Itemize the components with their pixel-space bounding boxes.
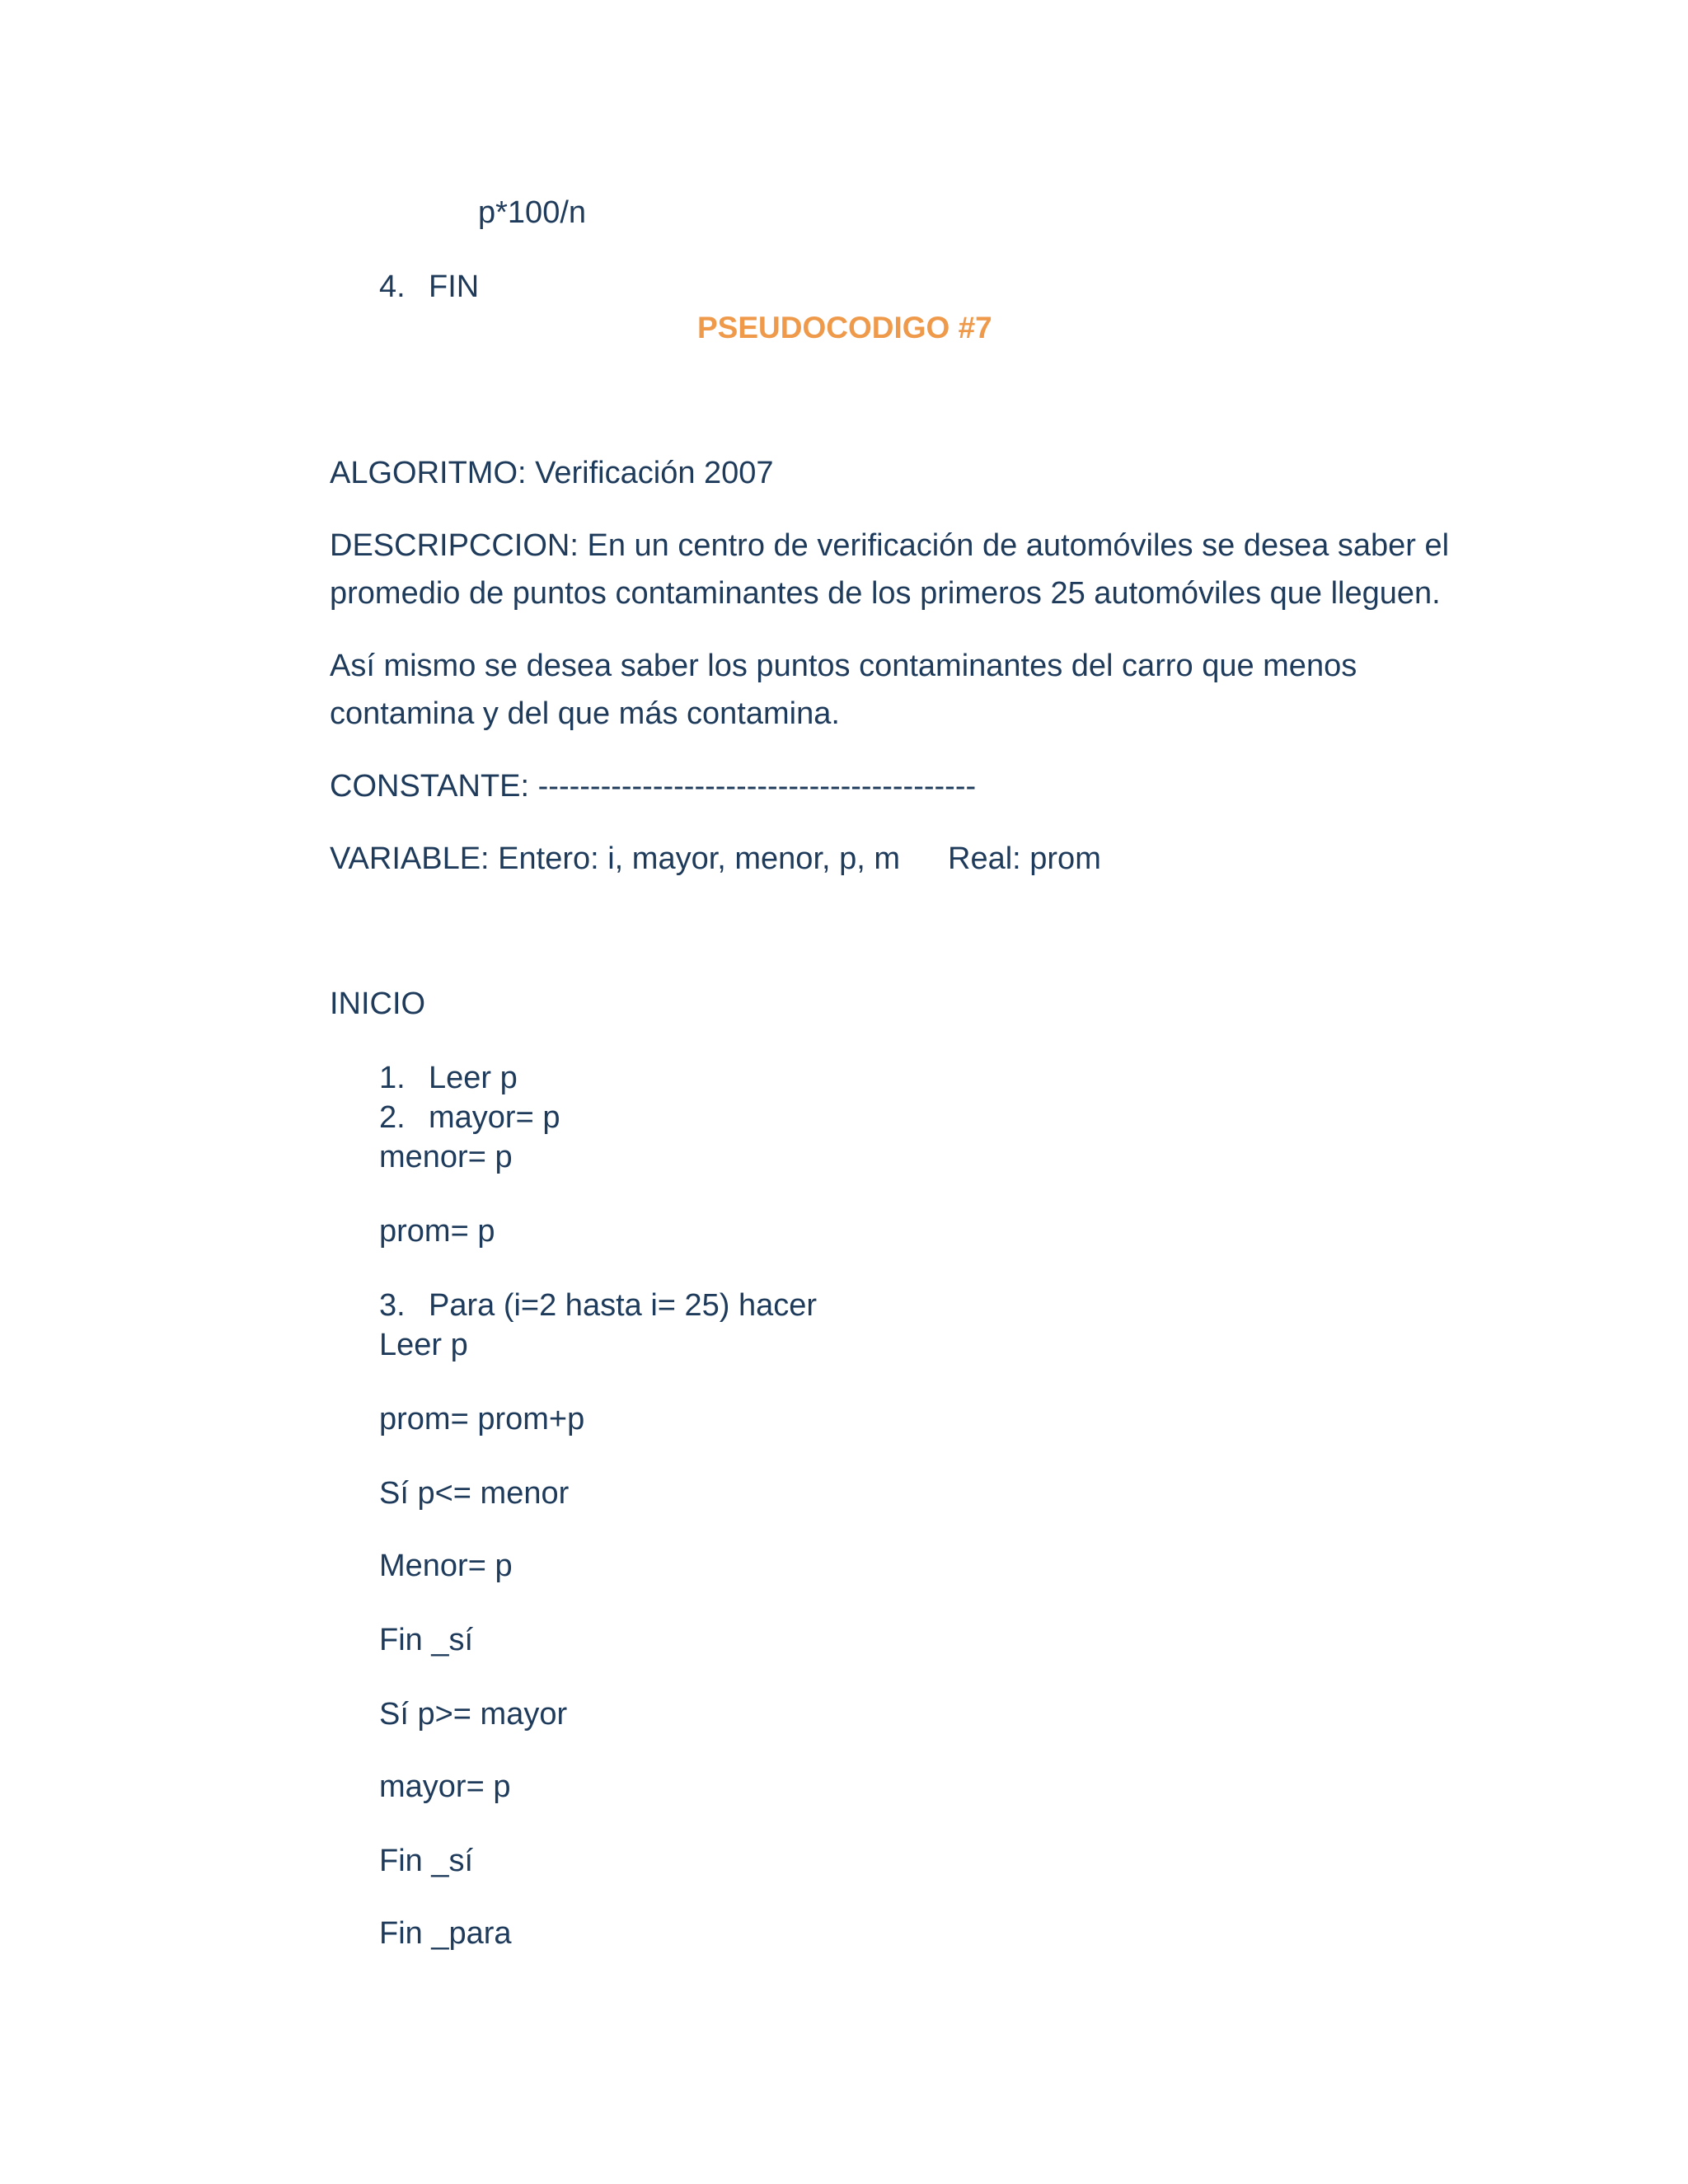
fin-para-line: Fin _para	[379, 1916, 512, 1951]
variable-real: Real: prom	[948, 841, 1101, 876]
mayor-assign-line: mayor= p	[379, 1769, 511, 1804]
fin-si-line-1: Fin _sí	[379, 1623, 474, 1657]
step-number: 4.	[379, 269, 406, 304]
descripcion-line-1: DESCRIPCCION: En un centro de verificación de automóviles se desea saber el	[330, 528, 1450, 563]
step-text: Para (i=2 hasta i= 25) hacer	[429, 1288, 818, 1323]
step-1-line	[379, 1058, 518, 1098]
constante-line: CONSTANTE: ------------------------------------------	[330, 769, 977, 804]
step-2-line	[379, 1098, 560, 1137]
step-text: mayor= p	[429, 1100, 560, 1135]
step-4-line	[379, 267, 479, 307]
leer-line: Leer p	[379, 1328, 468, 1362]
menor-assign-line: Menor= p	[379, 1549, 513, 1583]
fin-si-line-2: Fin _sí	[379, 1844, 474, 1878]
page-title: PSEUDOCODIGO #7	[697, 311, 992, 344]
si-mayor-line: Sí p>= mayor	[379, 1697, 568, 1732]
descripcion-line-2: promedio de puntos contaminantes de los primeros 25 automóviles que lleguen.	[330, 576, 1441, 611]
step-text: FIN	[429, 269, 480, 304]
inicio-line: INICIO	[330, 987, 426, 1021]
formula-line: p*100/n	[478, 195, 587, 230]
prom-sum-line: prom= prom+p	[379, 1402, 585, 1436]
asimismo-line-1: Así mismo se desea saber los puntos contaminantes del carro que menos	[330, 649, 1357, 683]
algoritmo-line: ALGORITMO: Verificación 2007	[330, 456, 774, 490]
step-number: 1.	[379, 1061, 406, 1095]
variable-line	[330, 839, 1101, 879]
asimismo-line-2: contamina y del que más contamina.	[330, 696, 840, 731]
step-3-line	[379, 1286, 817, 1325]
step-number: 3.	[379, 1288, 406, 1323]
prom-line: prom= p	[379, 1214, 495, 1249]
si-menor-line: Sí p<= menor	[379, 1476, 570, 1511]
variable-entero: VARIABLE: Entero: i, mayor, menor, p, m	[330, 841, 901, 876]
step-number: 2.	[379, 1100, 406, 1135]
menor-line: menor= p	[379, 1140, 513, 1174]
step-text: Leer p	[429, 1061, 518, 1095]
